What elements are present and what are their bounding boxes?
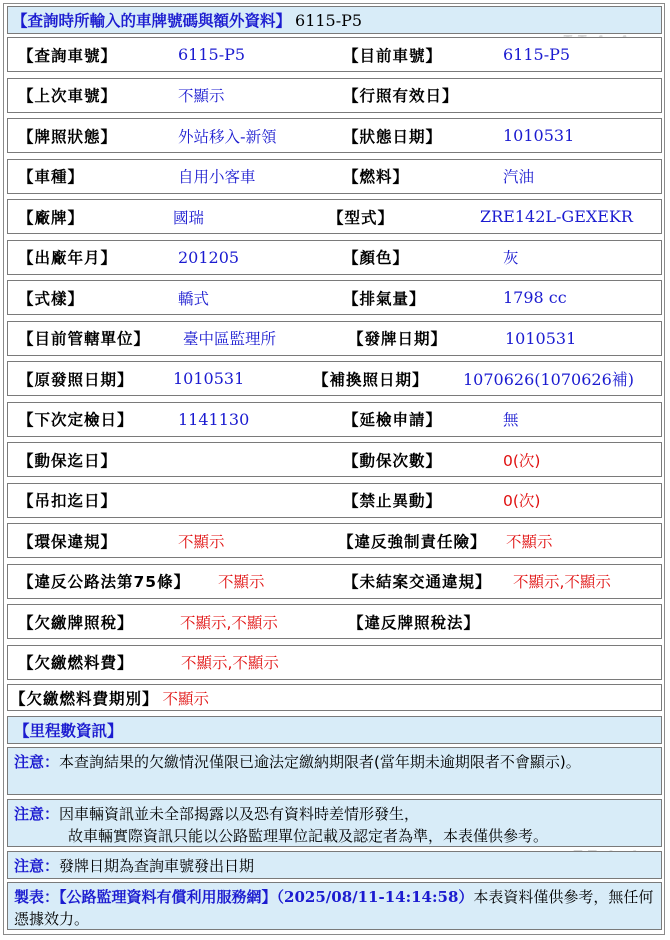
note-arrears [7,747,662,795]
note-issue-date [7,851,662,879]
note-head: 注意： [14,857,60,875]
page-title: 【查詢時所輸入的車牌號碼與額外資料】 [12,12,292,30]
field-label: 【目前管轄單位】 [18,330,151,348]
field-value: 201205 [178,247,240,267]
field-label: 【下次定檢日】 [18,411,134,429]
field-value: 臺中區監理所 [183,330,277,348]
field-row [7,402,662,437]
field-label: 【違反公路法第75條】 [18,573,191,591]
title-plate-number: 6115-P5 [295,10,363,30]
field-row [7,118,662,153]
field-value: 不顯示 [162,689,210,708]
fee-period-row [7,684,662,711]
field-value: 不顯示 [178,87,225,105]
field-value: 灰 [503,249,519,267]
field-label: 【車種】 [18,168,85,186]
footer-head: 製表： [14,888,60,906]
field-label: 【狀態日期】 [343,127,443,146]
field-value: 6115-P5 [178,45,246,64]
field-value: 無 [503,411,519,429]
title-bar [7,6,662,34]
mileage-label: 【里程數資訊】 [14,722,123,740]
field-value: 不顯示,不顯示 [181,654,279,672]
field-label: 【型式】 [328,208,395,227]
field-value: 1798 cc [503,288,567,307]
field-label: 【環保違規】 [18,532,118,551]
field-value: 汽油 [503,168,535,186]
field-label: 【目前車號】 [343,46,443,65]
field-value: 不顯示,不顯示 [180,613,278,632]
field-row [7,199,662,234]
field-label: 【欠繳燃料費】 [18,654,134,672]
field-value: 不顯示 [218,573,265,591]
field-label: 【未結案交通違規】 [343,573,492,591]
field-row [7,78,662,113]
field-value: 1010531 [173,369,245,388]
field-value: 0(次) [503,451,541,470]
mileage-section-header [7,716,662,744]
field-label: 【顏色】 [343,249,410,267]
note-head: 注意： [14,753,60,771]
field-value: 不顯示,不顯示 [513,573,611,591]
field-label: 【原發照日期】 [18,370,134,389]
field-label: 【牌照狀態】 [18,127,118,146]
field-value: 1010531 [503,126,575,145]
field-row [7,280,662,315]
field-value: 自用小客車 [178,168,256,186]
field-label: 【燃料】 [343,168,410,186]
field-label: 【延檢申請】 [343,411,443,429]
field-label: 【出廠年月】 [18,249,118,267]
field-value: 轎式 [178,289,210,308]
field-value: 不顯示 [506,532,553,551]
field-label: 【補換照日期】 [313,370,429,389]
field-label: 【發牌日期】 [348,330,448,348]
field-label: 【查詢車號】 [18,46,118,65]
field-row [7,37,662,72]
field-value: 不顯示 [178,532,225,551]
field-label: 【廠牌】 [18,208,85,227]
field-label: 【違反牌照稅法】 [348,613,481,632]
field-label: 【吊扣迄日】 [18,492,118,510]
field-label: 【排氣量】 [343,289,426,308]
field-label: 【上次車號】 [18,87,118,105]
note-disclaimer [7,799,662,847]
field-label: 【禁止異動】 [343,492,443,510]
field-row [7,564,662,599]
note-head: 注意： [14,805,60,823]
field-label: 【行照有效日】 [343,87,459,105]
field-label: 【欠繳燃料費期別】 [10,689,159,708]
footer-timestamp: （2025/08/11-14:14:58） [276,888,474,906]
field-value: 1141130 [178,409,250,429]
note-text-line1: 因車輛資訊並未全部揭露以及恐有資料時差情形發生， [59,805,420,823]
field-value: 6115-P5 [503,45,571,64]
footer-text: 本表資料僅供參考，無任何憑據效力。 [14,888,654,928]
note-text: 本查詢結果的欠繳情況僅限已逾法定繳納期限者(當年期未逾期限者不會顯示)。 [59,753,581,771]
field-row [7,159,662,194]
field-value: 1010531 [505,328,577,348]
footer-service-name: 【公路監理資料有償利用服務網】 [59,888,277,906]
field-row [7,321,662,356]
field-label: 【欠繳牌照稅】 [18,613,134,632]
field-row [7,645,662,680]
field-label: 【動保迄日】 [18,451,118,470]
note-text: 發牌日期為查詢車號發出日期 [59,857,255,875]
field-row [7,483,662,518]
field-row [7,604,662,639]
field-row [7,442,662,477]
field-label: 【式樣】 [18,289,85,308]
field-row [7,240,662,275]
footer [7,882,662,930]
note-text-line2: 故車輛實際資訊只能以公路監理單位記載及認定者為準，本表僅供參考。 [68,827,549,845]
field-row [7,523,662,558]
field-value: 1070626(1070626補) [463,370,635,389]
field-row [7,361,662,396]
field-label: 【動保次數】 [343,451,443,470]
field-value: ZRE142L-GEXEKR [480,207,633,226]
field-value: 國瑞 [173,208,205,227]
field-label: 【違反強制責任險】 [338,532,487,551]
field-value: 0(次) [503,492,541,510]
field-value: 外站移入-新領 [178,127,277,146]
